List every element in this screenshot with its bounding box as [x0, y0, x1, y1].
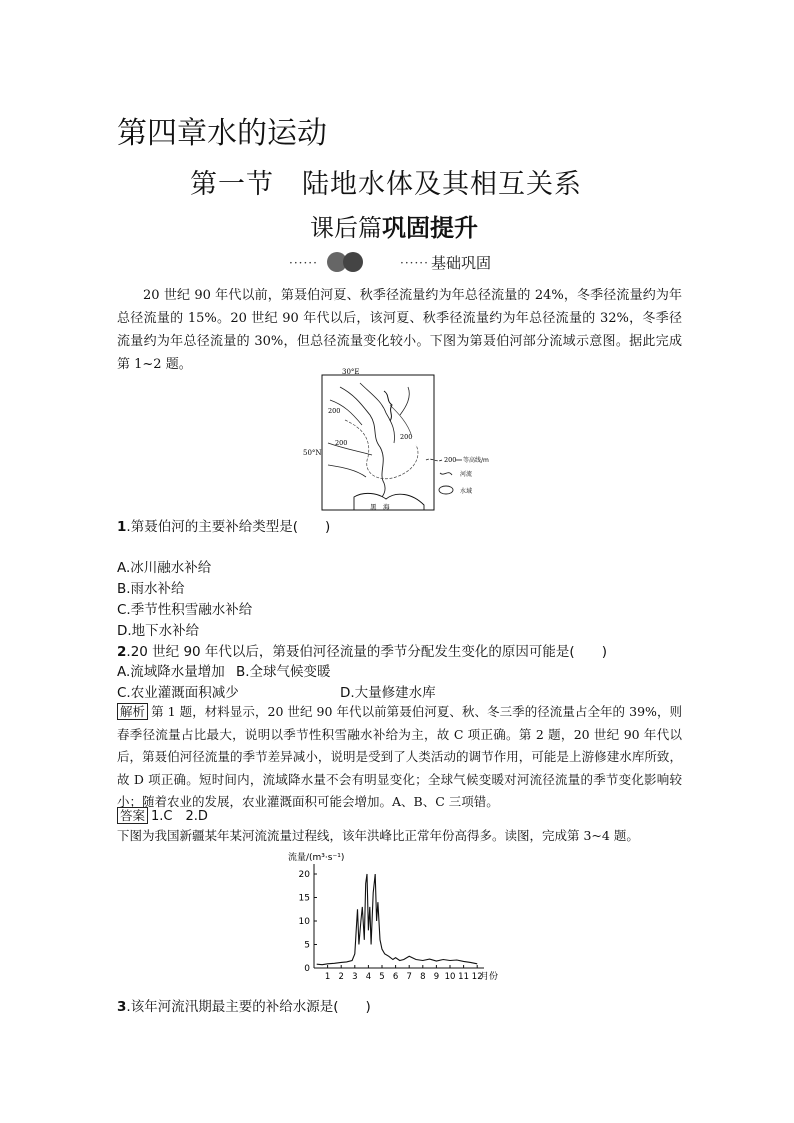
analysis-block: [117, 701, 682, 814]
y-tick-label: 0: [304, 964, 310, 974]
q2-option-a[interactable]: A.流域降水量增加: [117, 664, 225, 680]
y-tick-label: 5: [304, 940, 310, 951]
divider-dots-left: ······: [289, 256, 318, 270]
answer-block: [117, 805, 208, 824]
legend-contour-value: 200: [444, 456, 457, 464]
map-lon-label: 30°E: [342, 368, 360, 376]
x-tick-label: 6: [392, 972, 399, 982]
q1-option-d[interactable]: D.地下水补给: [117, 623, 200, 639]
answer-text: 1.C 2.D: [151, 809, 208, 824]
chart-xlabel: 月份: [480, 972, 499, 982]
map-contour-label: 200: [400, 433, 413, 441]
x-tick-label: 7: [406, 972, 412, 982]
question-3: 3.该年河流汛期最主要的补给水源是( ): [117, 999, 371, 1015]
divider-label: 基础巩固: [431, 254, 492, 272]
x-tick-label: 4: [365, 972, 372, 982]
map-sea-label: 黑 海: [370, 503, 390, 511]
intro-2: 下图为我国新疆某年某河流流量过程线，该年洪峰比正常年份高得多。读图，完成第 3~4 题。: [117, 828, 639, 843]
x-tick-label: 10: [444, 972, 456, 982]
question-1: 1.第聂伯河的主要补给类型是( ): [117, 519, 331, 535]
question-2: 2.20 世纪 90 年代以后，第聂伯河径流量的季节分配发生变化的原因可能是( ): [117, 644, 607, 660]
chapter-title: 第四章水的运动: [117, 116, 327, 151]
divider-dots-right: ······: [400, 256, 429, 270]
map-contour-label: 200: [328, 407, 341, 415]
intro-paragraph: 20 世纪 90 年代以前，第聂伯河夏、秋季径流量约为年总径流量的 24%，冬季径流量约为年总径流量的 15%。20 世纪 90 年代以后，该河夏、秋季径流量约为年总径流量的 32%，冬季径流量约为年总径流量的 30%，但总径流量变化较小。下图为第聂伯河部分流域示意图。据此完成第 1~2 题。: [117, 288, 682, 372]
chart-ylabel: 流量/(m³·s⁻¹): [288, 853, 345, 863]
q1-option-c[interactable]: C.季节性积雪融水补给: [117, 602, 253, 618]
flow-chart: [286, 848, 516, 988]
dnieper-map: [300, 365, 500, 513]
chart-series-line: [317, 874, 478, 965]
legend-water-label: 水域: [460, 488, 473, 495]
y-tick-label: 10: [298, 917, 310, 927]
map-lat-label: 50°N: [303, 449, 322, 457]
x-tick-label: 12: [471, 972, 483, 982]
x-tick-label: 1: [324, 972, 331, 982]
answer-tag: 答案: [117, 807, 148, 824]
q2-option-b[interactable]: B.全球气候变暖: [236, 664, 331, 680]
divider-circles-icon: [327, 251, 371, 273]
analysis-text: 第 1 题，材料显示，20 世纪 90 年代以前第聂伯河夏、秋、冬三季的径流量占全年的 39%，则春季径流量占比最大，说明以季节性积雪融水补给为主，故 C 项正确。第 2 题，20 世纪 90 年代以后，第聂伯河径流量的季节差异减小，说明是受到了人类活动的调节作用，可能是上游修建水库所致，故 D 项正确。短时间内，流域降水量不会有明显变化；全球气候变暖对河流径流量的季节变化影响较小；随着农业的发展，农业灌溉面积可能会增加。A、B、C 三项错。: [117, 704, 682, 809]
legend-river-label: 河流: [460, 471, 473, 478]
x-tick-label: 9: [433, 972, 440, 982]
legend-water-icon: [439, 486, 453, 494]
subtitle-bold: 巩固提升: [382, 214, 478, 242]
x-tick-label: 11: [458, 972, 470, 982]
x-tick-label: 2: [338, 972, 344, 982]
x-tick-label: 3: [352, 972, 358, 982]
q2-option-d[interactable]: D.大量修建水库: [340, 685, 436, 701]
subtitle-plain: 课后篇: [310, 214, 382, 242]
x-tick-label: 5: [379, 972, 385, 982]
section-title: 第一节 陆地水体及其相互关系: [190, 169, 582, 200]
x-tick-label: 8: [420, 972, 426, 982]
y-tick-label: 20: [298, 870, 310, 880]
q1-option-b[interactable]: B.雨水补给: [117, 581, 185, 597]
q2-option-c[interactable]: C.农业灌溉面积减少: [117, 685, 239, 701]
q1-option-a[interactable]: A.冰川融水补给: [117, 560, 212, 576]
legend-contour-label: 等高线/m: [463, 457, 489, 464]
map-contour-label: 200: [335, 439, 348, 447]
page-subtitle: [310, 208, 478, 243]
legend-river-icon: [440, 473, 452, 475]
y-tick-label: 15: [298, 893, 310, 904]
analysis-tag: 解析: [117, 703, 148, 720]
